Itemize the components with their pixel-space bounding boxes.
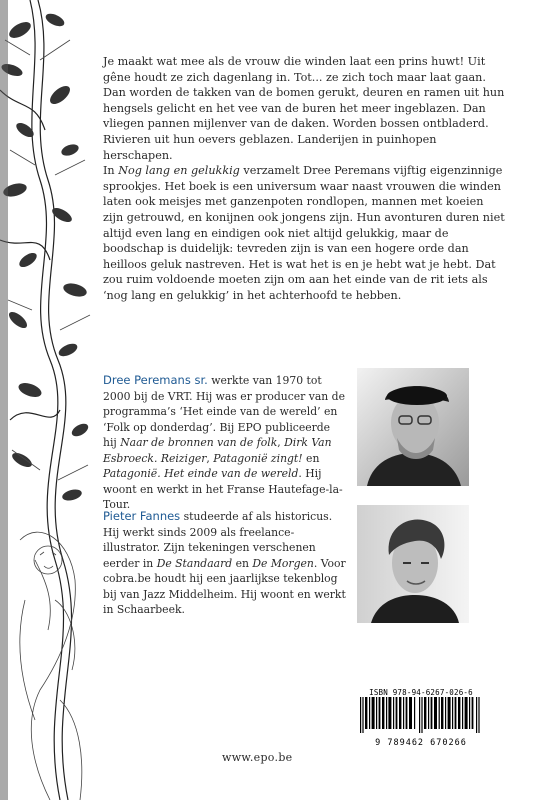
barcode-bars xyxy=(352,697,490,733)
barcode xyxy=(352,688,490,746)
ean-number: 9 789462 670266 xyxy=(375,738,467,748)
book-title: Nog lang en gelukkig xyxy=(118,164,240,178)
author-name: Dree Peremans sr. xyxy=(103,373,208,387)
author-photo xyxy=(357,368,469,486)
author-bio: Dree Peremans sr. werkte van 1970 tot 2000 bij de VRT. Hij was er producer van de programma’s ‘Het einde van de wereld’ en ‘Folk op donderdag’. Bij EPO publiceerde hij Naar de bronnen van de folk, Dirk Van Esbroeck. Reiziger, Patagonië zingt! en Patagonië. Het einde van de wereld. Hij woont en werkt in het Franse Hautefage-la-Tour. xyxy=(103,373,345,511)
vine-illustration xyxy=(0,0,100,800)
blurb-paragraph-1: Je maakt wat mee als de vrouw die winden laat een prins huwt! Uit gêne houdt ze zich dagenlang in. Tot... ze zich toch maar laat gaan. Dan worden de takken van de bomen gerukt, deuren en ramen uit hun hengsels gelicht en het vee van de buren het meer ingeblazen. Dan vliegen pannen mijlenver van de daken. Worden bossen ontbladerd. Rivieren uit hun oevers geblazen. Landerijen in puinhopen herschapen. xyxy=(103,55,505,162)
blurb-paragraph-2: In Nog lang en gelukkig verzamelt Dree Peremans vijftig eigenzinnige sprookjes. Het boek is een universum waar naast vrouwen die winden laten ook meisjes met ganzenpoten rondlopen, mannen met koeien zijn getrouwd, en konijnen ook jongens zijn. Hun avonturen duren niet altijd even lang en eindigen ook niet altijd gelukkig, maar de boodschap is duidelijk: tevreden zijn is van een hogere orde dan heilloos geluk nastreven. Het is wat het is en je hebt wat je hebt. Dat zou ruim voldoende moeten zijn om aan het einde van de rit iets als ‘nog lang en gelukkig’ in het achterhoofd te hebben. xyxy=(103,164,505,302)
illustrator-name: Pieter Fannes xyxy=(103,509,181,523)
back-cover-blurb xyxy=(103,54,507,304)
publisher-website: www.epo.be xyxy=(222,751,293,764)
illustrator-bio: Pieter Fannes studeerde af als historicus. Hij werkt sinds 2009 als freelance-illustrator. Zijn tekeningen verschenen eerder in De Standaard en De Morgen. Voor cobra.be houdt hij een jaarlijkse tekenblog bij van Jazz Middelheim. Hij woont en werkt in Schaarbeek. xyxy=(103,509,346,616)
illustrator-photo xyxy=(357,505,469,623)
isbn-number: ISBN 978-94-6267-026-6 xyxy=(369,688,473,697)
